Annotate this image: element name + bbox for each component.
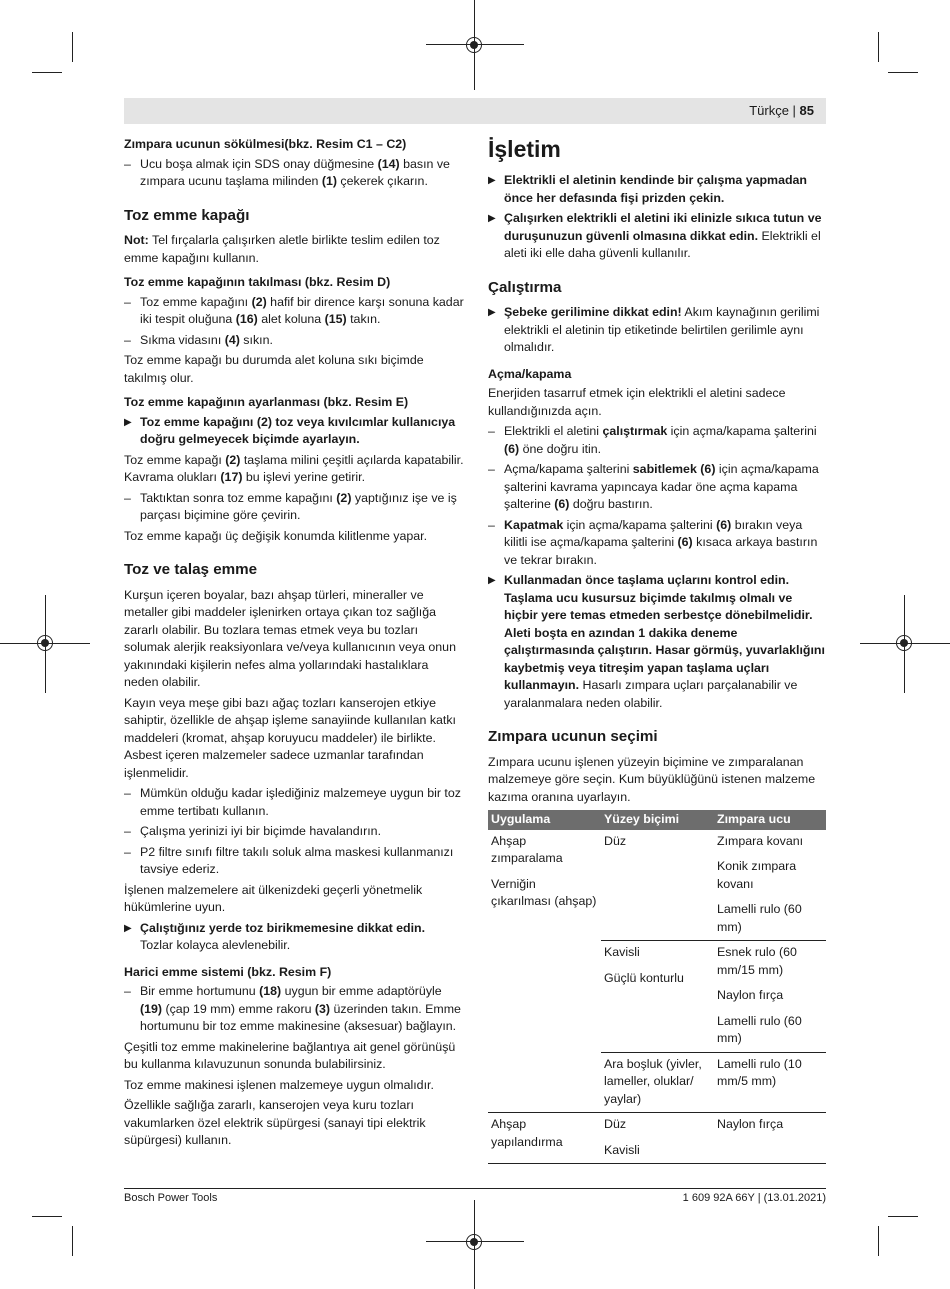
paragraph: Çeşitli toz emme makinelerine bağlantıya ait genel görünüşü bu kullanma kılavuzunun sonunda bulabilirsiniz. bbox=[124, 1039, 456, 1071]
warning-item: ▶ Toz emme kapağını (2) toz veya kıvılcımlar kullanıcıya doğru gelmeyecek biçimde ayarlayın. bbox=[124, 414, 464, 449]
note-text: Not: Tel fırçalarla çalışırken aletle birlikte teslim edilen toz emme kapağını kullanın. bbox=[124, 233, 440, 265]
section-heading: Toz emme kapağı bbox=[124, 206, 250, 224]
table-cell: Naylon fırça bbox=[714, 1113, 826, 1164]
paragraph: Toz emme makinesi işlenen malzemeye uygun olmalıdır. bbox=[124, 1077, 434, 1092]
warning-item: ▶ Elektrikli el aletinin kendinde bir çalışma yapmadan önce her defasında fişi prizden çekin. bbox=[488, 172, 828, 207]
warning-item: ▶ Şebeke gerilimine dikkat edin! Akım kaynağının gerilimi elektrikli el aletinin tip etiketinde belirtilen gerilimle aynı olmalıdır. bbox=[488, 304, 828, 357]
subsection-title: Toz emme kapağının ayarlanması (bkz. Resim E) bbox=[124, 395, 409, 409]
table-cell: Ahşap yapılandırma bbox=[488, 1113, 601, 1164]
paragraph: Özellikle sağlığa zararlı, kanserojen veya kuru tozları vakumlarken özel elektrik süpürgesi (sanayi tipi elektrik süpürgesi) kullanın. bbox=[124, 1098, 426, 1147]
list-item: – Sıkma vidasını (4) sıkın. bbox=[124, 332, 464, 350]
table-cell: Ara boşluk (yivler, lameller, oluklar/ yaylar) bbox=[601, 1052, 714, 1113]
subsection-title: Toz emme kapağının takılması (bkz. Resim D) bbox=[124, 275, 391, 289]
table-cell: Zımpara kovanı Konik zımpara kovanı Lamelli rulo (60 mm) bbox=[714, 830, 826, 941]
crop-mark bbox=[72, 32, 73, 62]
registration-line bbox=[426, 1241, 524, 1242]
header-bar bbox=[124, 98, 826, 124]
warning-item: ▶ Kullanmadan önce taşlama uçlarını kontrol edin. Taşlama ucu kusursuz biçimde takılmış olmalı ve hiçbir yere temas etmeden serbestçe dönebilmelidir. Aleti boşta en azından 1 dakika deneme çalıştırmasında çalıştırın. Hasar görmüş, yuvarlaklığını kaybetmiş veya titreşim yapan taşlama uçları kullanmayın. Hasarlı zımpara uçları parçalanabilir ve yaralanmalara neden olabilir. bbox=[488, 572, 828, 712]
subsection-title: Açma/kapama bbox=[488, 366, 572, 381]
warning-item: ▶ Çalışırken elektrikli el aletini iki elinizle sıkıca tutun ve duruşunuzun güvenli olmasına dikkat edin. Elektrikli el aleti iki elle daha güvenli kullanılır. bbox=[488, 210, 828, 263]
table-cell: Lamelli rulo (10 mm/5 mm) bbox=[714, 1052, 826, 1113]
subsection-title: Harici emme sistemi (bkz. Resim F) bbox=[124, 964, 332, 979]
footer-docnumber: 1 609 92A 66Y | (13.01.2021) bbox=[682, 1192, 826, 1204]
paragraph: Kayın veya meşe gibi bazı ağaç tozları kanserojen etkiye sahiptir, özellikle de ahşap işleme sanayiinde kullanılan katkı maddeleri (kromat, ahşap koruyucu maddeler) ile birlikte. Asbest içeren malzemeler sadece uzmanlar tarafından işlenmelidir. bbox=[124, 695, 456, 780]
list-item: – Bir emme hortumunu (18) uygun bir emme adaptörüyle (19) (çap 19 mm) emme rakoru (3) üzerinden takın. Emme hortumunu bir toz emme makinesine (aksesuar) bağlayın. bbox=[124, 983, 464, 1036]
table-cell: Esnek rulo (60 mm/15 mm) Naylon fırça Lamelli rulo (60 mm) bbox=[714, 941, 826, 1053]
paragraph: Zımpara ucunu işlenen yüzeyin biçimine ve zımparalanan malzemeye göre seçin. Kum büyüklüğünü istenen malzeme kazıma oranına uyarlayın. bbox=[488, 754, 816, 804]
crop-mark bbox=[888, 72, 918, 73]
left-column bbox=[124, 136, 464, 1153]
paragraph: Toz emme kapağı üç değişik konumda kilitlenme yapar. bbox=[124, 528, 428, 543]
registration-mark-icon bbox=[466, 1234, 482, 1250]
table-cell: Ahşap zımparalama Verniğin çıkarılması (ahşap) bbox=[491, 833, 597, 908]
table-header-row bbox=[488, 810, 826, 830]
page-title: İşletim bbox=[488, 136, 561, 162]
crop-mark bbox=[72, 1226, 73, 1256]
paragraph: Toz emme kapağı (2) taşlama milini çeşitli açılarda kapatabilir. Kavrama olukları (17) bu işlevi yerine getirir. bbox=[124, 452, 464, 484]
list-item: – P2 filtre sınıfı filtre takılı soluk alma maskesi kullanmanızı tavsiye ederiz. bbox=[124, 844, 464, 879]
list-item: – Mümkün olduğu kadar işlediğiniz malzemeye uygun bir toz emme tertibatı kullanın. bbox=[124, 785, 464, 820]
paragraph: İşlenen malzemelere ait ülkenizdeki geçerli yönetmelik hükümlerine uyun. bbox=[124, 882, 423, 914]
list-item: – Elektrikli el aletini çalıştırmak için açma/kapama şalterini (6) öne doğru itin. bbox=[488, 423, 828, 458]
section-title: Zımpara ucunun sökülmesi(bkz. Resim C1 – C2) bbox=[124, 137, 407, 151]
table-cell: Kavisli Güçlü konturlu bbox=[601, 941, 714, 1053]
table-cell: Düz bbox=[601, 830, 714, 941]
list-item: – Ucu boşa almak için SDS onay düğmesine (14) basın ve zımpara ucunu taşlama milinden (1) çekerek çıkarın. bbox=[124, 156, 464, 191]
section-heading: Toz ve talaş emme bbox=[124, 561, 258, 578]
footer-brand: Bosch Power Tools bbox=[124, 1192, 218, 1204]
section-heading: Zımpara ucunun seçimi bbox=[488, 728, 658, 745]
registration-mark-icon bbox=[466, 37, 482, 53]
registration-line bbox=[0, 643, 90, 644]
list-item: – Toz emme kapağını (2) hafif bir dirence karşı sonuna kadar iki tespit oluğuna (16) alet koluna (15) takın. bbox=[124, 294, 464, 329]
page-number: 85 bbox=[799, 103, 814, 118]
section-heading: Çalıştırma bbox=[488, 278, 562, 296]
table-header: Zımpara ucu bbox=[714, 810, 826, 830]
crop-mark bbox=[888, 1216, 918, 1217]
table-header: Yüzey biçimi bbox=[601, 810, 714, 830]
abrasive-selection-table bbox=[488, 810, 826, 1164]
list-item: – Taktıktan sonra toz emme kapağını (2) yaptığınız işe ve iş parçası biçimine göre çevirin. bbox=[124, 490, 464, 525]
crop-mark bbox=[32, 1216, 62, 1217]
list-item: – Açma/kapama şalterini sabitlemek (6) için açma/kapama şalterini kavrama yapıncaya kadar öne açma kapama şalterine (6) doğru bastırın. bbox=[488, 461, 828, 514]
table-row bbox=[488, 830, 826, 941]
footer-divider bbox=[124, 1188, 826, 1189]
list-item: – Kapatmak için açma/kapama şalterini (6) bırakın veya kilitli ise açma/kapama şalterini (6) kısaca arkaya bastırın ve tekrar bırakın. bbox=[488, 517, 828, 570]
registration-line bbox=[426, 44, 524, 45]
crop-mark bbox=[878, 32, 879, 62]
paragraph: Enerjiden tasarruf etmek için elektrikli el aletini sadece kullandığınızda açın. bbox=[488, 386, 786, 418]
page-header: Türkçe | 85 bbox=[749, 103, 814, 118]
table-cell: Düz Kavisli bbox=[601, 1113, 714, 1164]
crop-mark bbox=[32, 72, 62, 73]
right-column bbox=[488, 136, 828, 1164]
table-row bbox=[488, 1113, 826, 1164]
paragraph: Kurşun içeren boyalar, bazı ahşap türleri, mineraller ve metaller gibi maddeler işlenirken ortaya çıkan toz sağlığa zararlı olabilir. Bu tozlara temas etmek veya bu tozları solumak alerjik reaksiyonlara ve/veya kullanıcının veya onun yakınındaki kişilerin nefes alma yollarındaki hastalıklara neden olabilir. bbox=[124, 587, 456, 689]
table-header: Uygulama bbox=[488, 810, 601, 830]
crop-mark bbox=[878, 1226, 879, 1256]
paragraph: Toz emme kapağı bu durumda alet koluna sıkı biçimde takılmış olur. bbox=[124, 353, 424, 385]
list-item: – Çalışma yerinizi iyi bir biçimde havalandırın. bbox=[124, 823, 464, 841]
header-language: Türkçe bbox=[749, 103, 789, 118]
registration-line bbox=[860, 643, 950, 644]
warning-item: ▶ Çalıştığınız yerde toz birikmemesine dikkat edin. Tozlar kolayca alevlenebilir. bbox=[124, 920, 464, 955]
